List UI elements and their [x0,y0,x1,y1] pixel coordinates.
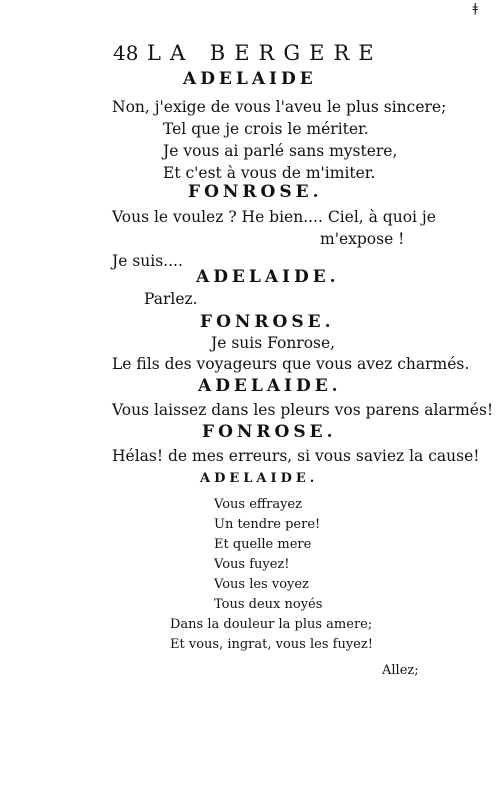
verse-line: Je suis Fonrose, [211,334,336,352]
speaker-name: ADELAIDE. [196,267,340,287]
corner-mark: ǂ [472,1,478,15]
speaker-name: FONROSE. [188,182,323,202]
verse-line: Hélas! de mes erreurs, si vous saviez la cause! [112,447,480,465]
speaker-name: FONROSE. [200,312,335,332]
verse-line: Le fils des voyageurs que vous avez charmés. [112,355,470,373]
verse-line: m'expose ! [320,230,405,248]
verse-line: Vous fuyez! [214,557,290,572]
speaker-name: FONROSE. [202,422,337,442]
verse-line: Allez; [382,663,419,678]
verse-line: Et vous, ingrat, vous les fuyez! [170,637,373,652]
verse-line: Vous effrayez [214,497,302,512]
verse-line: Dans la douleur la plus amere; [170,617,373,632]
verse-line: Et quelle mere [214,537,312,552]
verse-line: Tous deux noyés [214,597,323,612]
page-number: 48 [113,41,139,65]
page-header [113,39,393,67]
verse-line: Vous laissez dans les pleurs vos parens alarmés! [112,401,494,419]
verse-line: Vous le voulez ? He bien.... Ciel, à quoi je [112,208,436,226]
verse-line: Un tendre pere! [214,517,321,532]
verse-line: Je suis.... [112,252,183,270]
verse-line: Parlez. [144,290,198,308]
speaker-name: ADELAIDE. [200,471,319,486]
verse-line: Vous les voyez [214,577,309,592]
running-head: LA BERGERE [147,41,383,65]
verse-line: Je vous ai parlé sans mystere, [163,142,398,160]
verse-line: Tel que je crois le mériter. [163,120,369,138]
speaker-name: ADELAIDE. [198,376,342,396]
verse-line: Non, j'exige de vous l'aveu le plus sincere; [112,98,447,116]
speaker-name: ADELAIDE [183,69,317,89]
verse-line: Et c'est à vous de m'imiter. [163,164,376,182]
